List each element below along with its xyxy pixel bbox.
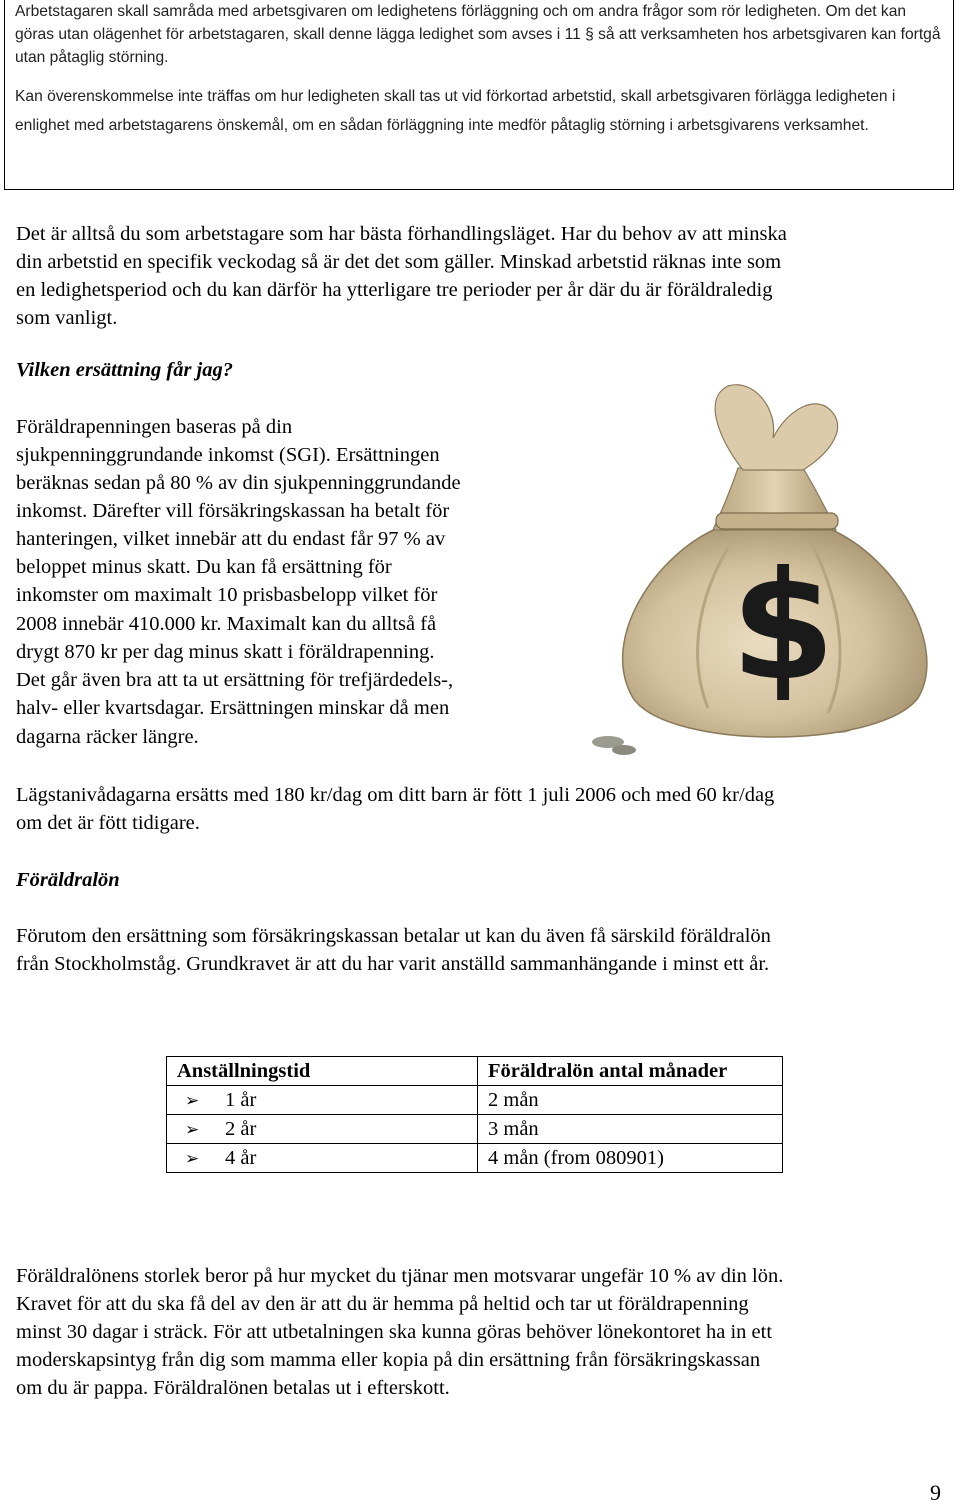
body-line: om det är fött tidigare.	[16, 812, 200, 834]
months-cell: 3 mån	[478, 1115, 783, 1144]
comp-line: drygt 870 kr per dag minus skatt i föräldrapenning.	[16, 641, 435, 663]
page-number: 9	[930, 1480, 941, 1505]
body-line: Lägstanivådagarna ersätts med 180 kr/dag om ditt barn är fött 1 juli 2006 och med 60 kr/dag	[16, 784, 775, 806]
arrow-bullet-icon: ➢	[185, 1119, 200, 1139]
dollar-symbol: $	[730, 540, 836, 714]
tenure-cell: 2 år	[225, 1117, 257, 1140]
comp-line: halv- eller kvartsdagar. Ersättningen minskar då men	[16, 697, 450, 719]
comp-line: Det går även bra att ta ut ersättning för trefjärdedels-,	[16, 669, 454, 691]
comp-line: Föräldrapenningen baseras på din	[16, 416, 293, 438]
body-line: som vanligt.	[16, 307, 118, 329]
body-line: från Stockholmståg. Grundkravet är att du har varit anställd sammanhängande i minst ett år.	[16, 953, 770, 975]
final-line: minst 30 dagar i sträck. För att utbetalningen ska kunna göras behöver lönekontoret ha in ett	[16, 1321, 773, 1343]
quote-paragraph-2: Kan överenskommelse inte träffas om hur ledigheten skall tas ut vid förkortad arbetstid, skall arbetsgivaren förlägga ledigheten i enlighet med arbetstagarens önskemål, om en sådan förläggning inte medför påtaglig störning i arbetsgivarens verksamhet.	[15, 88, 896, 134]
money-bag-icon	[578, 378, 952, 763]
header-months: Föräldralön antal månader	[478, 1057, 783, 1086]
body-line: din arbetstid en specifik veckodag så är det det som gäller. Minskad arbetstid räknas inte som	[16, 251, 782, 273]
heading-compensation: Vilken ersättning får jag?	[16, 359, 234, 381]
table-row	[167, 1086, 783, 1115]
months-cell: 2 mån	[478, 1086, 783, 1115]
final-line: om du är pappa. Föräldralönen betalas ut i efterskott.	[16, 1377, 450, 1399]
final-line: Kravet för att du ska få del av den är att du är hemma på heltid och tar ut föräldrapenning	[16, 1293, 749, 1315]
comp-line: beräknas sedan på 80 % av din sjukpenninggrundande	[16, 472, 461, 494]
final-line: moderskapsintyg från dig som mamma eller kopia på din ersättning från försäkringskassan	[16, 1349, 761, 1371]
table-row	[167, 1115, 783, 1144]
comp-line: sjukpenninggrundande inkomst (SGI). Ersättningen	[16, 444, 440, 466]
comp-line: beloppet minus skatt. Du kan få ersättning för	[16, 556, 392, 578]
final-line: Föräldralönens storlek beror på hur mycket du tjänar men motsvarar ungefär 10 % av din lön.	[16, 1265, 784, 1287]
arrow-bullet-icon: ➢	[185, 1090, 200, 1110]
comp-line: inkomst. Därefter vill försäkringskassan ha betalt för	[16, 500, 450, 522]
body-line: Det är alltså du som arbetstagare som har bästa förhandlingsläget. Har du behov av att minska	[16, 223, 787, 245]
header-tenure: Anställningstid	[167, 1057, 478, 1086]
heading-parental-salary: Föräldralön	[16, 869, 120, 891]
comp-line: dagarna räcker längre.	[16, 726, 199, 748]
body-line: Förutom den ersättning som försäkringskassan betalar ut kan du även få särskild föräldralön	[16, 925, 771, 947]
comp-line: 2008 innebär 410.000 kr. Maximalt kan du alltså få	[16, 613, 437, 635]
arrow-bullet-icon: ➢	[185, 1148, 200, 1168]
quote-box	[4, 0, 954, 190]
months-cell: 4 mån (from 080901)	[478, 1144, 783, 1173]
salary-table	[166, 1056, 783, 1173]
table-header-row	[167, 1057, 783, 1086]
table-row	[167, 1144, 783, 1173]
tenure-cell: 1 år	[225, 1088, 257, 1111]
comp-line: inkomster om maximalt 10 prisbasbelopp vilket för	[16, 584, 438, 606]
quote-paragraph-1: Arbetstagaren skall samråda med arbetsgivaren om ledighetens förläggning och om andra frågor som rör ledigheten. Om det kan göras utan olägenhet för arbetstagaren, skall denne lägga ledighet som avses i 11 § så att verksamheten hos arbetsgivaren kan fortgå utan påtaglig störning.	[15, 3, 941, 66]
comp-line: hanteringen, vilket innebär att du endast får 97 % av	[16, 528, 446, 550]
tenure-cell: 4 år	[225, 1146, 257, 1169]
body-line: en ledighetsperiod och du kan därför ha ytterligare tre perioder per år där du är föräldraledig	[16, 279, 773, 301]
